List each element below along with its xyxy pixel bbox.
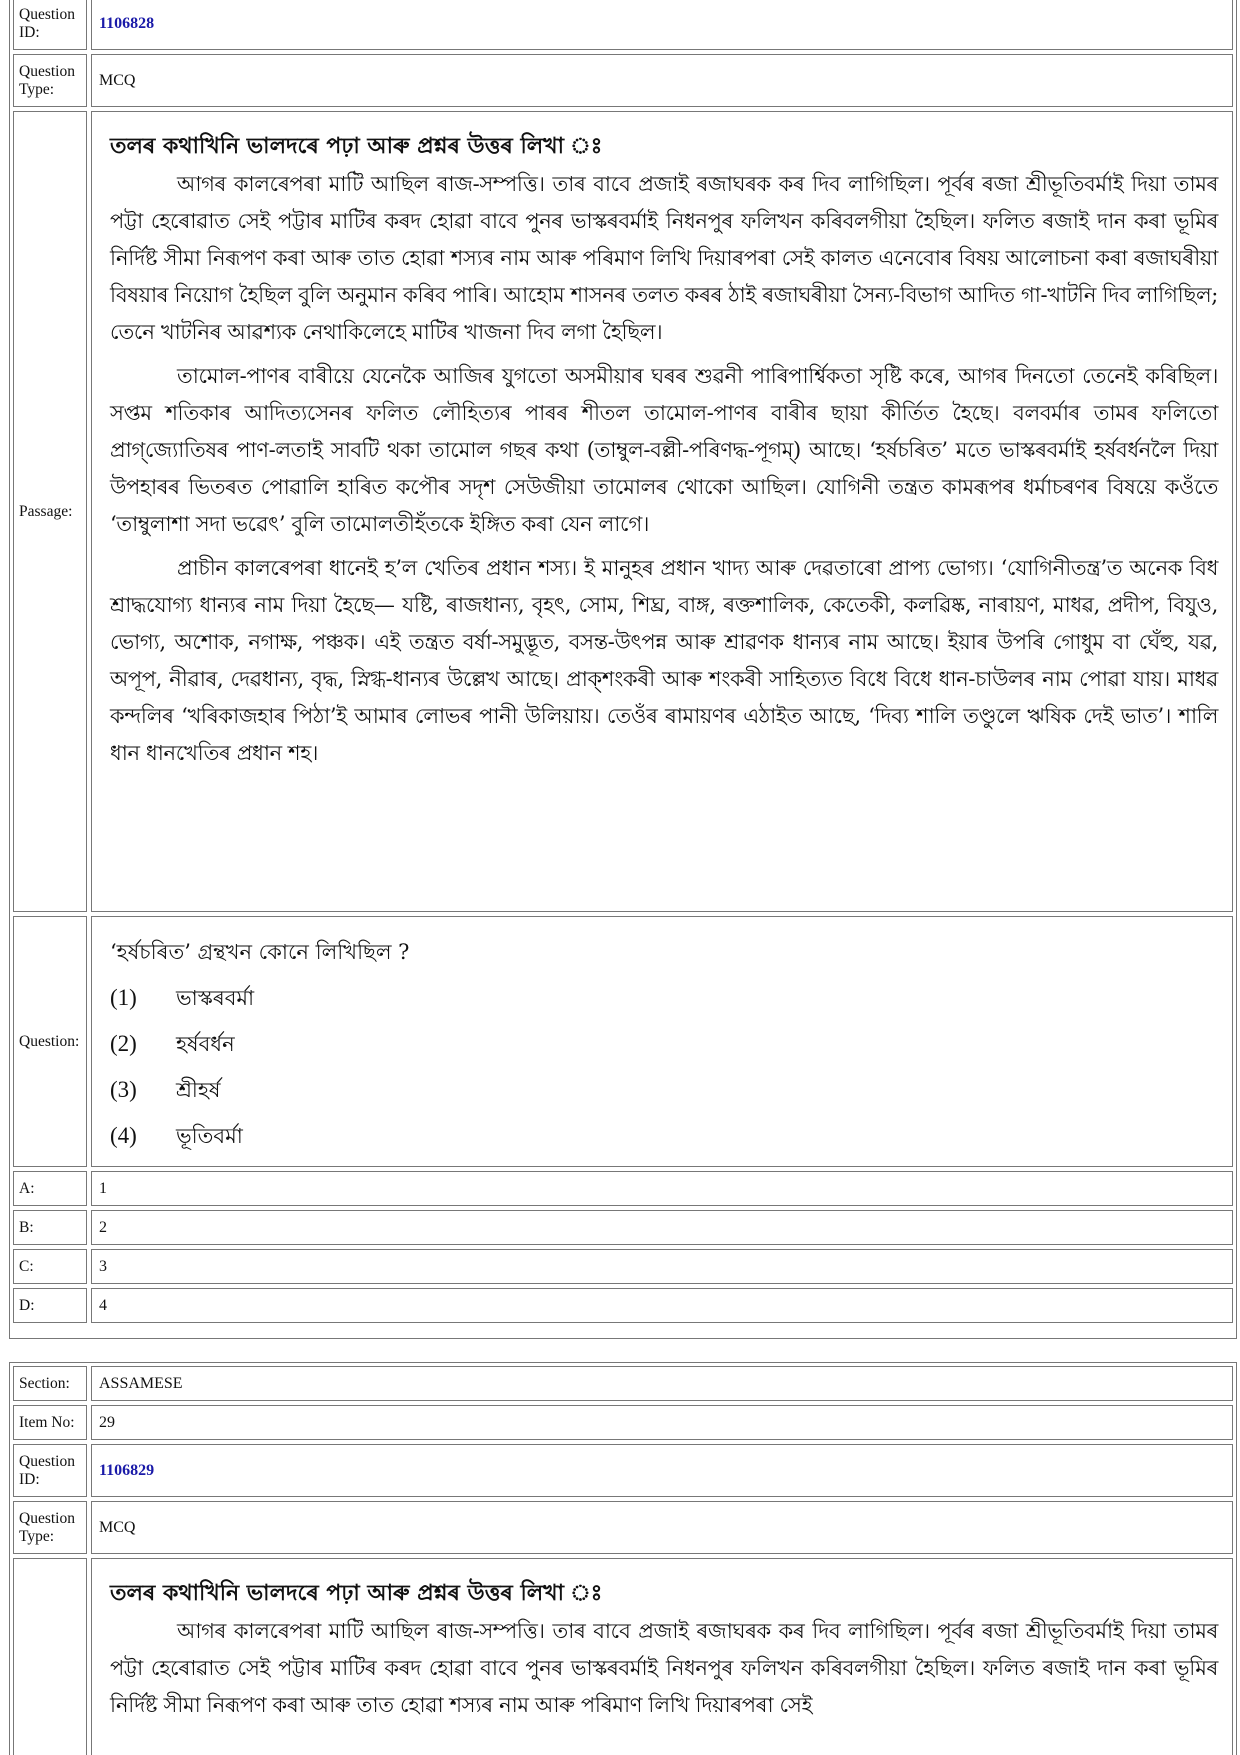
question-id-value [91,0,1233,50]
option-number: (3) [110,1077,137,1102]
option-4 [110,1113,1218,1159]
answer-value: 4 [91,1288,1233,1323]
section-label: Section: [13,1366,87,1401]
passage-paragraph: প্ৰাচীন কালৰেপৰা ধানেই হ’ল খেতিৰ প্ৰধান শস্য। ই মানুহৰ প্ৰধান খাদ্য আৰু দেৱতাৰো প্ৰাপ্য ভোগ্য। ‘যোগিনীতন্ত্ৰ’ত অনেক বিধ শ্ৰাদ্ধযোগ্য ধান্যৰ নাম দিয়া হৈছে— যষ্টি, ৰাজধান্য, বৃহৎ, সোম, শিঘ্ৰ, বাঙ্গ, ৰক্তশালিক, কেতেকী, কলৱিষ্ক, নাৰায়ণ, মাধৱ, প্ৰদীপ, বিযুও, ভোগ্য, অশোক, নগাক্ষ, পঞ্চক। এই তন্ত্ৰত বৰ্ষা-সমুদ্ভূত, বসন্ত-উৎপন্ন আৰু শ্ৰাৱণক ধান্যৰ নাম আছে। ইয়াৰ উপৰি গোধুম বা ঘেঁহু, যৱ, অপূপ, নীৱাৰ, দেৱধান্য, বৃদ্ধ, স্নিগ্ধ-ধান্যৰ উল্লেখ আছে। প্ৰাক্‌শংকৰী আৰু শংকৰী সাহিত্যত বিধে বিধে ধান-চাউলৰ নাম পোৱা যায়। মাধৱ কন্দলিৰ ‘খৰিকাজহাৰ পিঠা’ই আমাৰ লোভৰ পানী উলিয়ায়। তেওঁৰ ৰামায়ণৰ এঠাইত আছে, ‘দিব্য শালি তণ্ডুলে ঋষিক দেই ভাত’। শালি ধান ধানখেতিৰ প্ৰধান শহ। [110,556,1218,765]
item-no-value: 29 [91,1405,1233,1440]
question-type-value: MCQ [91,1501,1233,1554]
option-text: শ্ৰীহৰ্ষ [176,1078,221,1102]
answer-row-a [13,1171,1233,1206]
option-text: ভাস্কৰবৰ্মা [176,986,255,1010]
option-number: (1) [110,985,137,1010]
answer-label: B: [13,1210,87,1245]
passage-body [91,111,1233,912]
option-number: (4) [110,1123,137,1148]
question-id: 1106828 [99,15,155,32]
option-text: ভূতিবৰ্মা [176,1124,243,1148]
question-id-value [91,1444,1233,1497]
question-type-value: MCQ [91,54,1233,107]
passage-row [13,111,1233,912]
question-id: 1106829 [99,1461,155,1479]
passage-label: Passage: [13,111,87,912]
option-number: (2) [110,1031,137,1056]
item-no-label: Item No: [13,1405,87,1440]
passage-instruction: তলৰ কথাখিনি ভালদৰে পঢ়া আৰু প্ৰশ্নৰ উত্তৰ লিখা ঃ [110,1580,603,1606]
answer-value: 2 [91,1210,1233,1245]
question-id-row [13,1444,1233,1497]
question-id-row [13,0,1233,50]
option-3 [110,1067,1218,1113]
question-type-label: Question Type: [13,54,87,107]
question-block-1106829 [9,1362,1237,1755]
answer-row-d [13,1288,1233,1323]
answer-row-b [13,1210,1233,1245]
passage-label-cell [13,1558,87,1755]
passage-paragraph: আগৰ কালৰেপৰা মাটি আছিল ৰাজ-সম্পত্তি। তাৰ বাবে প্ৰজাই ৰজাঘৰক কৰ দিব লাগিছিল। পূৰ্বৰ ৰজা শ্ৰীভূতিবৰ্মাই দিয়া তামৰ পট্টা হেৰোৱাত সেই পট্টাৰ মাটিৰ কৰদ হোৱা বাবে পুনৰ ভাস্কৰবৰ্মাই নিধনপুৰ ফলিখন কৰিবলগীয়া হৈছিল। ফলিত ৰজাই দান কৰা ভূমিৰ নিৰ্দিষ্ট সীমা নিৰূপণ কৰা আৰু তাত হোৱা শস্যৰ নাম আৰু পৰিমাণ লিখি দিয়াৰপৰা সেই কালত এনেবোৰ বিষয় আলোচনা কৰা ৰজাঘৰীয়া বিষয়াৰ নিয়োগ হৈছিল বুলি অনুমান কৰিব পাৰি। আহোম শাসনৰ তলত কৰৰ ঠাই ৰজাঘৰীয়া সৈন্য-বিভাগ আদিত গা-খাটনি দিব লাগিছিল; তেনে খাটনিৰ আৱশ্যক নেথাকিলেহে মাটিৰ খাজনা দিব লগা হৈছিল। [110,172,1218,344]
item-no-row [13,1405,1233,1440]
question-body [91,916,1233,1167]
passage-paragraph: আগৰ কালৰেপৰা মাটি আছিল ৰাজ-সম্পত্তি। তাৰ বাবে প্ৰজাই ৰজাঘৰক কৰ দিব লাগিছিল। পূৰ্বৰ ৰজা শ্ৰীভূতিবৰ্মাই দিয়া তামৰ পট্টা হেৰোৱাত সেই পট্টাৰ মাটিৰ কৰদ হোৱা বাবে পুনৰ ভাস্কৰবৰ্মাই নিধনপুৰ ফলিখন কৰিবলগীয়া হৈছিল। ফলিত ৰজাই দান কৰা ভূমিৰ নিৰ্দিষ্ট সীমা নিৰূপণ কৰা আৰু তাত হোৱা শস্যৰ নাম আৰু পৰিমাণ লিখি দিয়াৰপৰা সেই [110,1619,1218,1717]
passage-row [13,1558,1233,1755]
question-type-row [13,1501,1233,1554]
question-id-label: Question ID: [13,0,87,50]
question-type-row [13,54,1233,107]
section-value: ASSAMESE [91,1366,1233,1401]
passage-paragraph: তামোল-পাণৰ বাৰীয়ে যেনেকৈ আজিৰ যুগতো অসমীয়াৰ ঘৰৰ শুৱনী পাৰিপাৰ্শ্বিকতা সৃষ্টি কৰে, আগৰ দিনতো তেনেই কৰিছিল। সপ্তম শতিকাৰ আদিত্যসেনৰ ফলিত লৌহিত্যৰ পাৰৰ শীতল তামোল-পাণৰ বাৰীৰ ছায়া কীৰ্তিত হৈছে। বলবৰ্মাৰ তামৰ ফলিতো প্ৰাগ্‌জ্যোতিষৰ পাণ-লতাই সাবটি থকা তামোল গছৰ কথা (তাম্বুল-বল্লী-পৰিণদ্ধ-পূগম্‌) আছে। ‘হৰ্ষচৰিত’ মতে ভাস্কৰবৰ্মাই হৰ্ষবৰ্ধনলৈ দিয়া উপহাৰৰ ভিতৰত পোৱালি হাৰিত কপৌৰ সদৃশ সেউজীয়া তামোলৰ থোকো আছিল। যোগিনী তন্ত্ৰত কামৰূপৰ ধৰ্মাচৰণৰ বিষয়ে কওঁতে ‘তাম্বুলাশা সদা ভৱেৎ’ বুলি তামোলতীহঁতকে ইঙ্গিত কৰা যেন লাগে। [110,364,1218,536]
question-label: Question: [13,916,87,1167]
answer-label: D: [13,1288,87,1323]
section-row [13,1366,1233,1401]
question-row [13,916,1233,1167]
option-1 [110,975,1218,1021]
option-text: হৰ্ষবৰ্ধন [176,1032,235,1056]
answer-value: 1 [91,1171,1233,1206]
answer-label: A: [13,1171,87,1206]
answer-label: C: [13,1249,87,1284]
question-id-label: Question ID: [13,1444,87,1497]
passage-body [91,1558,1233,1755]
option-2 [110,1021,1218,1067]
question-type-label: Question Type: [13,1501,87,1554]
answer-value: 3 [91,1249,1233,1284]
question-text: ‘হৰ্ষচৰিত’ গ্ৰন্থখন কোনে লিখিছিল ? [110,940,410,964]
question-block-1106828 [9,0,1237,1339]
passage-instruction: তলৰ কথাখিনি ভালদৰে পঢ়া আৰু প্ৰশ্নৰ উত্তৰ লিখা ঃ [110,133,603,159]
answer-row-c [13,1249,1233,1284]
